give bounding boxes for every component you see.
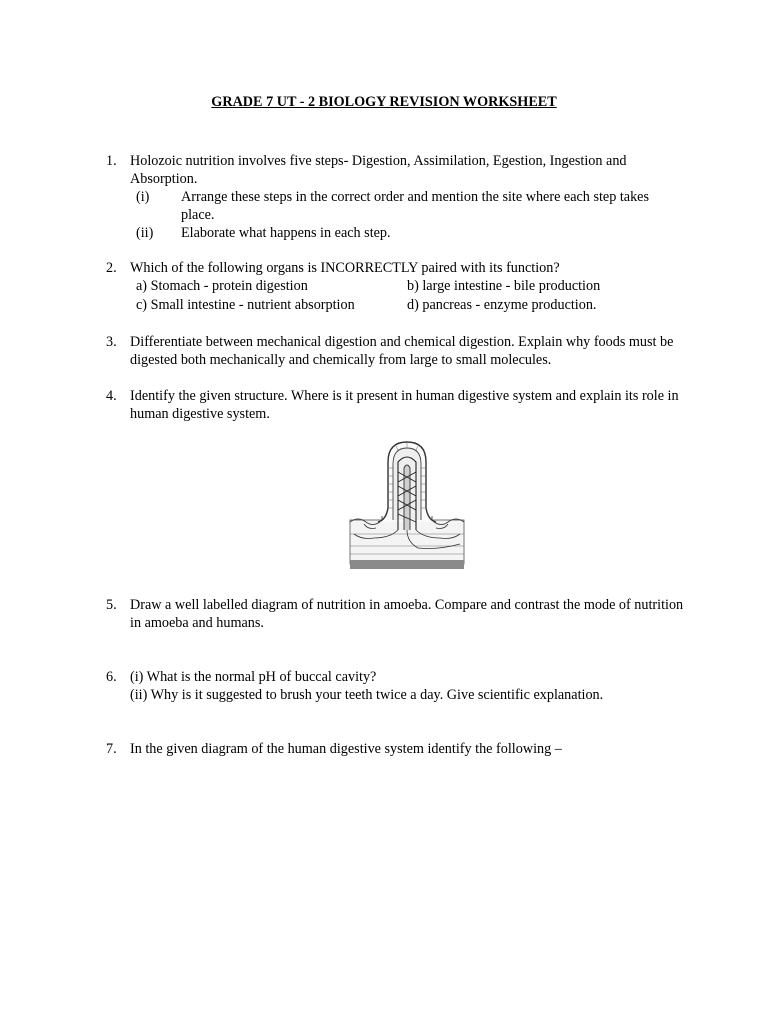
- question-number: 3.: [106, 334, 117, 350]
- question-number: 2.: [106, 260, 117, 276]
- question-number: 5.: [106, 597, 117, 613]
- question-line-2: (ii) Why is it suggested to brush your teeth twice a day. Give scientific explanation.: [130, 687, 604, 703]
- sub-text: Elaborate what happens in each step.: [181, 225, 391, 241]
- question-text: Holozoic nutrition involves five steps- Digestion, Assimilation, Egestion, Ingestion and Absorption.: [130, 153, 627, 187]
- question-text: Draw a well labelled diagram of nutrition in amoeba. Compare and contrast the mode of nutrition in amoeba and humans.: [130, 597, 684, 631]
- question-number: 4.: [106, 388, 117, 404]
- question-text: In the given diagram of the human digestive system identify the following –: [130, 741, 562, 757]
- worksheet-title: GRADE 7 UT - 2 BIOLOGY REVISION WORKSHEET: [211, 94, 557, 110]
- option-d: d) pancreas - enzyme production.: [407, 297, 597, 313]
- question-text: Identify the given structure. Where is it present in human digestive system and explain its role in human digestive system.: [130, 388, 679, 422]
- question-number: 6.: [106, 669, 117, 685]
- question-number: 1.: [106, 153, 117, 169]
- option-b: b) large intestine - bile production: [407, 278, 601, 294]
- option-a: a) Stomach - protein digestion: [136, 278, 308, 294]
- question-text: Which of the following organs is INCORRECTLY paired with its function?: [130, 260, 560, 276]
- question-number: 7.: [106, 741, 117, 757]
- question-text: Differentiate between mechanical digestion and chemical digestion. Explain why foods must be digested both mechanically and chemically from large to small molecules.: [130, 334, 674, 368]
- sub-label: (ii): [136, 225, 154, 241]
- sub-label: (i): [136, 189, 150, 205]
- sub-text: Arrange these steps in the correct order and mention the site where each step takes place.: [181, 189, 650, 223]
- option-c: c) Small intestine - nutrient absorption: [136, 297, 355, 313]
- question-line-1: (i) What is the normal pH of buccal cavity?: [130, 669, 377, 685]
- villus-diagram: [348, 438, 466, 571]
